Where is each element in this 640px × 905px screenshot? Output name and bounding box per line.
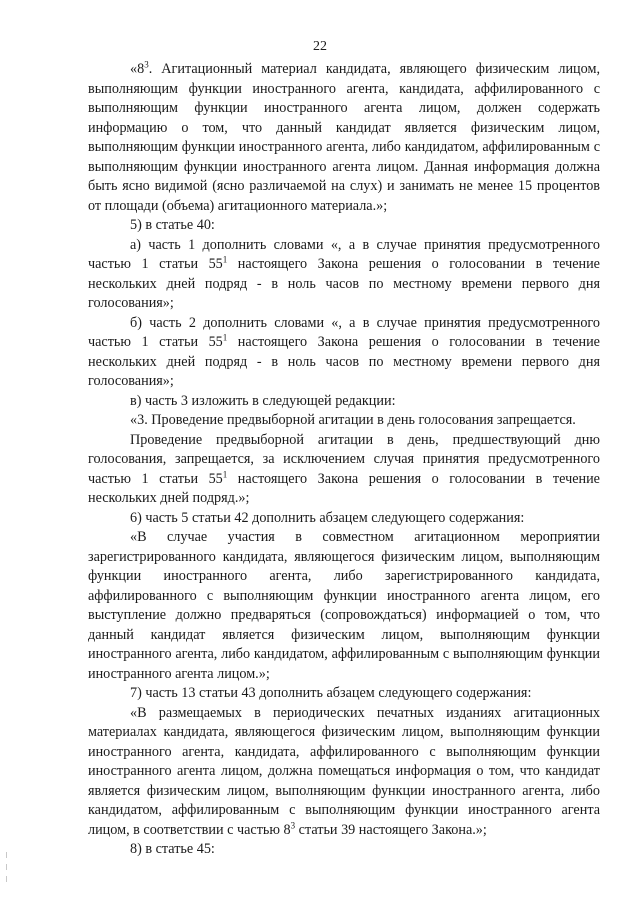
text-run: 7) часть 13 статьи 43 дополнить абзацем следующего содержания:	[130, 685, 532, 701]
paragraph	[88, 216, 600, 236]
text-run: 6) часть 5 статьи 42 дополнить абзацем следующего содержания:	[130, 509, 525, 526]
text-run: . Агитационный материал кандидата, являющего физическим лицом, выполняющим функции иностранного агента, кандидата, аффилированного с выполняющим функции иностранного агента лицом, должен содержать информацию о том, что данный кандидат является физическим лицом, выполняющим функции иностранного агента, либо кандидатом, аффилированным с выполняющим функции иностранного агента лицом. Данная информация должна быть ясно видимой (ясно различаемой на слух) и занимать не менее 15 процентов от площади (объема) агитационного материала.»;	[88, 61, 600, 214]
text-run: настоящего Закона решения о голосовании в течение нескольких дней подряд - в ноль часов по местному времени первого дня голосования»;	[88, 334, 600, 389]
paragraph	[88, 840, 600, 860]
paragraph	[88, 236, 600, 314]
text-run: «3. Проведение предвыборной агитации в день голосования запрещается.	[130, 412, 576, 428]
superscript: 1	[222, 468, 228, 479]
document-body	[88, 60, 600, 860]
paragraph	[88, 528, 600, 684]
scan-margin-mark	[6, 852, 7, 858]
text-run: б) часть 2 дополнить словами «, а в случае принятия предусмотренного частью 1 статьи 55	[88, 314, 600, 350]
paragraph	[88, 704, 600, 841]
paragraph	[88, 509, 600, 529]
paragraph	[88, 60, 600, 216]
text-run: настоящего Закона решения о голосовании в течение нескольких дней подряд - в ноль часов по местному времени первого дня голосования»;	[88, 256, 600, 311]
paragraph	[88, 431, 600, 509]
text-run: «В случае участия в совместном агитационном мероприятии зарегистрированного кандидата, являющегося физическим лицом, выполняющим функции иностранного агента, либо зарегистрированного кандидата, аффилированного с выполняющим функции иностранного агента лицом, его выступление должно предваряться (сопровождаться) информацией о том, что данный кандидат является физическим лицом, выполняющим функции иностранного агента, либо кандидатом, аффилированным с выполняющим функции иностранного агента лицом.»;	[88, 529, 600, 682]
text-run: 5) в статье 40:	[130, 217, 215, 233]
superscript: 1	[222, 254, 228, 265]
superscript: 1	[222, 332, 228, 343]
paragraph	[88, 392, 600, 412]
text-run: настоящего Закона решения о голосовании в течение нескольких дней подряд.»;	[88, 470, 600, 506]
paragraph	[88, 684, 600, 704]
scan-margin-mark	[6, 876, 7, 882]
text-run: Проведение предвыборной агитации в день, предшествующий дню голосования, запрещается, за исключением случая принятия предусмотренного частью 1 статьи 55	[88, 431, 600, 487]
paragraph	[88, 411, 600, 431]
superscript: 3	[144, 59, 149, 70]
text-run: «8	[130, 61, 145, 77]
text-run: а) часть 1 дополнить словами «, а в случае принятия предусмотренного частью 1 статьи 55	[88, 236, 600, 272]
paragraph	[88, 314, 600, 392]
scan-margin-mark	[6, 864, 7, 870]
text-run: статьи 39 настоящего Закона.»;	[295, 821, 487, 838]
page-number: 22	[313, 39, 327, 54]
text-run: в) часть 3 изложить в следующей редакции:	[130, 392, 396, 409]
superscript: 3	[290, 819, 296, 830]
text-run: 8) в статье 45:	[130, 841, 215, 857]
text-run: «В размещаемых в периодических печатных изданиях агитационных материалах кандидата, являющегося физическим лицом, выполняющим функции иностранного агента, кандидата, аффилированного с выполняющим функции иностранного агента лицом, должна помещаться информация о том, что кандидат является физическим лицом, выполняющим функции иностранного агента, либо кандидатом, аффилированным с выполняющим функции иностранного агента лицом, в соответствии с частью 8	[88, 704, 600, 838]
